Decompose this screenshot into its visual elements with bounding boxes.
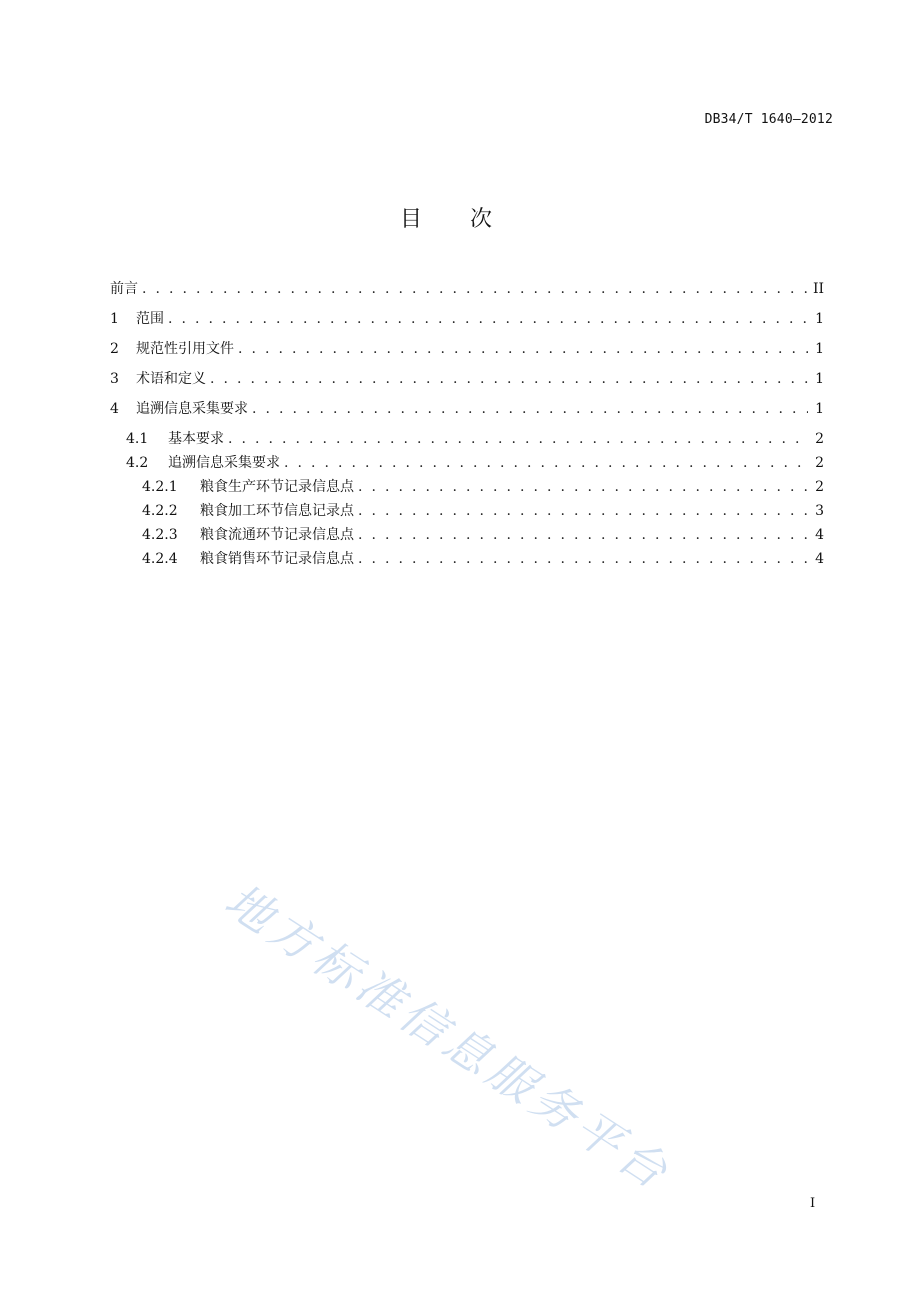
toc-leader-dots	[228, 429, 808, 449]
toc-entry-page: 1	[815, 371, 824, 387]
toc-entry-number: 4.2.1	[142, 479, 178, 495]
toc-leader-dots	[168, 309, 808, 329]
toc-entry-page: 2	[815, 479, 824, 495]
toc-leader-dots	[252, 399, 808, 419]
toc-entry-number: 4.1	[126, 431, 149, 447]
toc-entry-label: 粮食销售环节记录信息点	[200, 551, 354, 567]
toc-entry-number: 4.2.2	[142, 503, 178, 519]
toc-entry-number: 3	[110, 371, 119, 387]
toc-leader-dots	[358, 501, 808, 521]
toc-entry-foreword[interactable]	[110, 279, 824, 299]
toc-entry-page: II	[812, 281, 824, 297]
toc-entry-number: 2	[110, 341, 119, 357]
toc-entry-page: 2	[815, 455, 824, 471]
toc-entry-page: 3	[815, 503, 824, 519]
toc-leader-dots	[284, 453, 808, 473]
toc-entry-label: 术语和定义	[136, 371, 206, 387]
toc-entry-label: 追溯信息采集要求	[168, 455, 280, 471]
toc-leader-dots	[142, 279, 807, 299]
toc-entry-number: 4.2.4	[142, 551, 178, 567]
toc-entry-page: 4	[815, 527, 824, 543]
toc-entry-number: 4.2.3	[142, 527, 178, 543]
toc-entry-label: 规范性引用文件	[136, 341, 234, 357]
document-code: DB34/T 1640—2012	[704, 112, 833, 127]
toc-entry-number: 4	[110, 401, 119, 417]
toc-entry-label: 粮食流通环节记录信息点	[200, 527, 354, 543]
toc-entry-terms-definitions[interactable]	[110, 369, 824, 389]
toc-entry-collection-requirements[interactable]	[126, 453, 824, 473]
toc-leader-dots	[238, 339, 808, 359]
toc-entry-traceability-requirements[interactable]	[110, 399, 824, 419]
watermark-text: 地方标准信息服务平台	[215, 872, 682, 1202]
toc-entry-sales-stage[interactable]	[142, 549, 824, 569]
toc-entry-scope[interactable]	[110, 309, 824, 329]
toc-entry-label: 追溯信息采集要求	[136, 401, 248, 417]
toc-entry-processing-stage[interactable]	[142, 501, 824, 521]
toc-leader-dots	[358, 525, 808, 545]
toc-entry-label: 前言	[110, 281, 138, 297]
toc-entry-label: 粮食加工环节信息记录点	[200, 503, 354, 519]
toc-entry-circulation-stage[interactable]	[142, 525, 824, 545]
toc-entry-label: 基本要求	[168, 431, 224, 447]
toc-title: 目次	[399, 207, 540, 232]
page-number: I	[810, 1196, 816, 1211]
toc-entry-label: 范围	[136, 311, 164, 327]
toc-entry-production-stage[interactable]	[142, 477, 824, 497]
toc-leader-dots	[358, 549, 808, 569]
toc-entry-label: 粮食生产环节记录信息点	[200, 479, 354, 495]
toc-entry-page: 1	[815, 401, 824, 417]
toc-entry-page: 2	[815, 431, 824, 447]
toc-entry-normative-references[interactable]	[110, 339, 824, 359]
toc-entry-number: 1	[110, 311, 119, 327]
toc-leader-dots	[210, 369, 808, 389]
toc-leader-dots	[358, 477, 808, 497]
toc-entry-number: 4.2	[126, 455, 149, 471]
toc-entry-page: 1	[815, 311, 824, 327]
toc-entry-page: 1	[815, 341, 824, 357]
toc-entry-page: 4	[815, 551, 824, 567]
toc-entry-basic-requirements[interactable]	[126, 429, 824, 449]
